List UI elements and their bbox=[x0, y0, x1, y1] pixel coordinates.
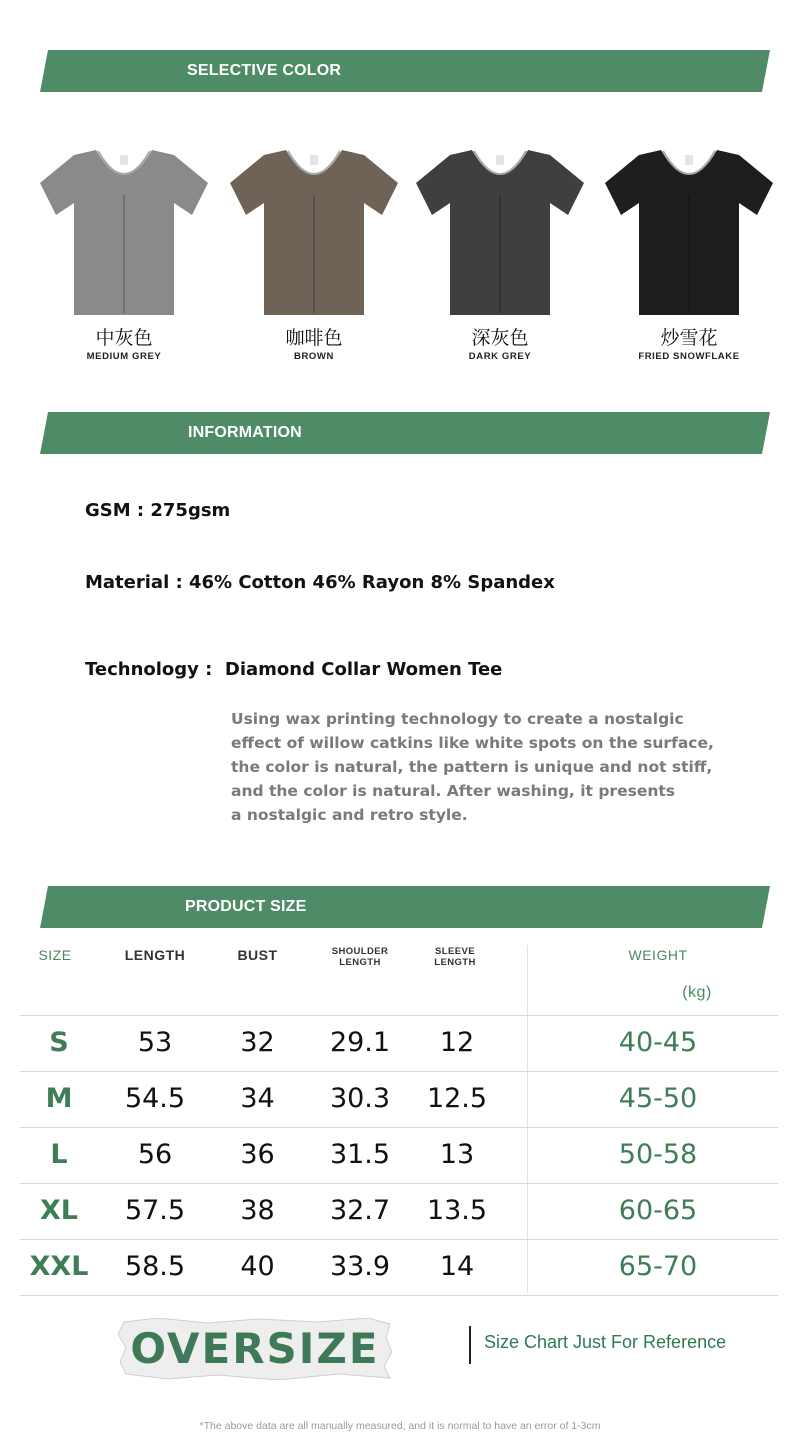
oversize-label bbox=[118, 1318, 392, 1380]
description-line: and the color is natural. After washing, it presents bbox=[231, 782, 675, 800]
cell-bust: 36 bbox=[240, 1139, 275, 1170]
cell-weight: 40-45 bbox=[618, 1027, 698, 1058]
cell-shoulder: 30.3 bbox=[329, 1083, 391, 1114]
color-name-cn: 深灰色 bbox=[471, 327, 529, 349]
description-line: effect of willow catkins like white spots on the surface, bbox=[231, 734, 714, 752]
cell-bust: 32 bbox=[240, 1027, 275, 1058]
description-line: the color is natural, the pattern is unique and not stiff, bbox=[231, 758, 713, 776]
cell-size: XXL bbox=[29, 1251, 89, 1282]
color-name-en: MEDIUM GREY bbox=[86, 351, 162, 362]
cell-sleeve: 12.5 bbox=[426, 1083, 488, 1114]
cell-sleeve: 13 bbox=[439, 1139, 475, 1170]
cell-size: M bbox=[45, 1083, 73, 1114]
section-banner-color bbox=[40, 50, 770, 92]
color-name-cn: 炒雪花 bbox=[660, 327, 718, 349]
cell-sleeve: 12 bbox=[439, 1027, 475, 1058]
measurement-footnote: *The above data are all manually measured, and it is normal to have an error of 1-3cm bbox=[199, 1420, 601, 1432]
header-bust: BUST bbox=[237, 947, 278, 963]
color-option[interactable] bbox=[599, 145, 779, 364]
header-sleeve-line-1: SLEEVE bbox=[435, 946, 475, 957]
color-name-en: DARK GREY bbox=[468, 351, 532, 362]
description-line: a nostalgic and retro style. bbox=[231, 806, 468, 824]
section-title-info: INFORMATION bbox=[188, 424, 302, 441]
row-rule bbox=[20, 1295, 778, 1296]
header-size: SIZE bbox=[38, 947, 72, 963]
cell-shoulder: 33.9 bbox=[329, 1251, 391, 1282]
color-name-en: FRIED SNOWFLAKE bbox=[638, 351, 740, 362]
header-sleeve-line-2: LENGTH bbox=[434, 957, 476, 968]
cell-size: S bbox=[49, 1027, 69, 1058]
section-banner-info bbox=[40, 412, 770, 454]
header-shoulder-length bbox=[315, 946, 405, 968]
banner-shape bbox=[40, 50, 770, 92]
color-option[interactable] bbox=[34, 145, 214, 364]
color-name-cn: 咖啡色 bbox=[285, 327, 343, 349]
header-sleeve-length bbox=[410, 946, 500, 968]
cell-size: L bbox=[50, 1139, 68, 1170]
info-description bbox=[231, 707, 791, 827]
header-weight-unit: (kg) bbox=[682, 984, 712, 1001]
header-shoulder-line-2: LENGTH bbox=[339, 957, 381, 968]
tshirt-image bbox=[34, 145, 214, 320]
color-option[interactable] bbox=[224, 145, 404, 364]
cell-bust: 34 bbox=[240, 1083, 275, 1114]
cell-shoulder: 29.1 bbox=[329, 1027, 391, 1058]
description-line: Using wax printing technology to create a nostalgic bbox=[231, 710, 684, 728]
cell-length: 57.5 bbox=[124, 1195, 186, 1226]
info-material: Material : 46% Cotton 46% Rayon 8% Spandex bbox=[85, 572, 555, 593]
section-title-size: PRODUCT SIZE bbox=[185, 898, 307, 915]
info-gsm: GSM : 275gsm bbox=[85, 500, 231, 521]
cell-bust: 40 bbox=[240, 1251, 275, 1282]
banner-shape bbox=[40, 886, 770, 928]
header-shoulder-line-1: SHOULDER bbox=[331, 946, 389, 957]
color-name-en: BROWN bbox=[294, 351, 334, 362]
cell-shoulder: 32.7 bbox=[329, 1195, 391, 1226]
cell-sleeve: 13.5 bbox=[426, 1195, 488, 1226]
tshirt-image bbox=[410, 145, 590, 320]
banner-shape bbox=[40, 412, 770, 454]
cell-size: XL bbox=[39, 1195, 79, 1226]
header-length: LENGTH bbox=[124, 947, 186, 963]
cell-bust: 38 bbox=[240, 1195, 275, 1226]
cell-shoulder: 31.5 bbox=[329, 1139, 391, 1170]
tshirt-image bbox=[599, 145, 779, 320]
section-banner-size bbox=[40, 886, 770, 928]
cell-length: 53 bbox=[137, 1027, 173, 1058]
color-option[interactable] bbox=[410, 145, 590, 364]
color-name-cn: 中灰色 bbox=[95, 327, 153, 349]
section-title-color: SELECTIVE COLOR bbox=[187, 62, 342, 79]
cell-weight: 60-65 bbox=[618, 1195, 698, 1226]
oversize-text: OVERSIZE bbox=[130, 1324, 380, 1373]
cell-length: 56 bbox=[137, 1139, 173, 1170]
cell-length: 54.5 bbox=[124, 1083, 186, 1114]
tshirt-image bbox=[224, 145, 404, 320]
cell-sleeve: 14 bbox=[439, 1251, 475, 1282]
header-weight: WEIGHT bbox=[628, 947, 688, 963]
size-chart-reference: Size Chart Just For Reference bbox=[484, 1332, 727, 1352]
column-divider bbox=[527, 945, 528, 1293]
cell-weight: 65-70 bbox=[618, 1251, 698, 1282]
info-technology: Technology : Diamond Collar Women Tee bbox=[85, 659, 503, 680]
cell-weight: 45-50 bbox=[618, 1083, 698, 1114]
vertical-divider bbox=[469, 1326, 471, 1364]
cell-length: 58.5 bbox=[124, 1251, 186, 1282]
cell-weight: 50-58 bbox=[618, 1139, 698, 1170]
